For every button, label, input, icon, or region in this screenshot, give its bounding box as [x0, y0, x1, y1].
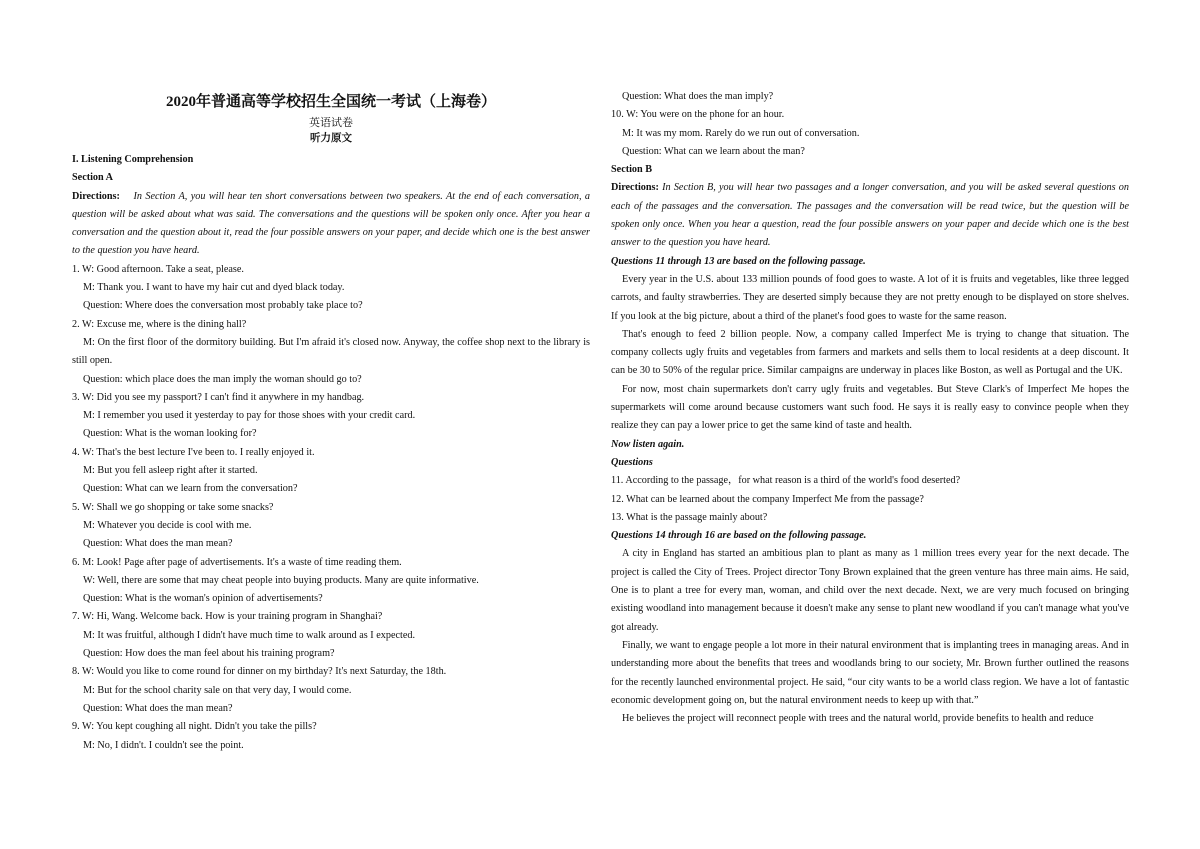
directions-label: Directions: [611, 182, 659, 194]
page-title: 2020年普通高等学校招生全国统一考试（上海卷） [165, 94, 496, 110]
passage-1 [611, 271, 1129, 436]
questions-list [611, 472, 1129, 527]
left-column [72, 92, 590, 755]
dialogue-line: Question: Where does the conversation most probably take place to? [83, 300, 363, 312]
dialogue-line: 5. W: Shall we go shopping or take some snacks? [72, 501, 274, 513]
passage-paragraph: Every year in the U.S. about 133 million pounds of food goes to waste. A lot of it is fruits and vegetables, like three legged carrots, and faulty strawberries. They are deserted simply because they are not pretty enough to be displayed on store shelves. If you look at the big picture, about a third of the planet's food goes to waste for the same reason. [611, 273, 1129, 322]
listen-again-label: Now listen again. [611, 438, 685, 450]
dialogue-line: Question: What can we learn from the conversation? [83, 483, 298, 495]
dialogue-line: M: Whatever you decide is cool with me. [83, 519, 252, 531]
questions-label: Questions [611, 456, 653, 468]
dialogue-line: 9. W: You kept coughing all night. Didn't you take the pills? [72, 721, 317, 733]
directions-label: Directions: [72, 190, 120, 202]
dialogue-line: M: It was my mom. Rarely do we run out of conversation. [622, 127, 860, 139]
page-subtitle: 英语试卷 [309, 117, 353, 129]
passage-paragraph: He believes the project will reconnect people with trees and the natural world, provide benefits to health and reduce [622, 713, 1094, 725]
dialogue-line: M: But you fell asleep right after it started. [83, 465, 258, 477]
question-item: 12. What can be learned about the company Imperfect Me from the passage? [611, 493, 924, 505]
dialogue-line: Question: which place does the man imply the woman should go to? [83, 373, 362, 385]
dialogue-line: M: It was fruitful, although I didn't have much time to walk around as I expected. [83, 629, 415, 641]
section-a-heading: Section A [72, 172, 114, 184]
dialogue-line: Question: What does the man imply? [622, 91, 774, 102]
dialogue-line: M: Thank you. I want to have my hair cut and dyed black today. [83, 282, 345, 294]
conversation-continued [611, 88, 1129, 161]
dialogue-line: Question: What does the man mean? [83, 538, 233, 550]
dialogue-line: Question: What does the man mean? [83, 702, 233, 714]
question-item: 13. What is the passage mainly about? [611, 511, 768, 523]
dialogue-line: M: On the first floor of the dormitory building. But I'm afraid it's closed now. Anyway, the coffee shop next to the library is still open. [72, 336, 590, 367]
dialogue-line: 2. W: Excuse me, where is the dining hall? [72, 318, 247, 330]
dialogue-line: Question: What is the woman looking for? [83, 428, 257, 440]
dialogue-line: 6. M: Look! Page after page of advertisements. It's a waste of time reading them. [72, 556, 402, 568]
dialogue-line: 3. W: Did you see my passport? I can't find it anywhere in my handbag. [72, 391, 365, 403]
dialogue-line: M: But for the school charity sale on that very day, I would come. [83, 684, 352, 696]
section-a-directions [72, 188, 590, 261]
passage-1-heading: Questions 11 through 13 are based on the following passage. [611, 255, 866, 267]
directions-text: In Section A, you will hear ten short conversations between two speakers. At the end of each conversation, a question will be asked about what was said. The conversations and the questions will be spoken only once. After you hear a conversation and the question about it, read the four possible answers on your paper, and decide which one is the best answer to the question you have heard. [72, 190, 590, 257]
passage-paragraph: Finally, we want to engage people a lot more in their natural environment that is implanting trees in managing areas. And in understanding more about the benefits that trees and woodlands bring to our society, Mr. Brown further outlined the reasons for the recently launched environmental project. He said, “our city wants to be a world class region. We have a lot of fantastic economic development going on, but the natural environment needs to keep up with that.” [611, 639, 1129, 706]
passage-paragraph: A city in England has started an ambitious plan to plant as many as 1 million trees every year for the next decade. The project is called the City of Trees. Project director Tony Brown explained that the green venture has three main aims. He said, One is to plant a tree for every man, woman, and child over the next decade. Next, we are very much focused on bringing existing woodland into management because it doesn't make any sense to plant new woodland if you can't manage what you've got already. [611, 548, 1129, 633]
dialogue-line: M: No, I didn't. I couldn't see the point. [83, 739, 244, 751]
page-subtitle-transcript: 听力原文 [310, 133, 352, 144]
dialogue-line: 10. W: You were on the phone for an hour. [611, 109, 785, 121]
dialogue-line: Question: What is the woman's opinion of advertisements? [83, 593, 323, 605]
dialogue-line: 1. W: Good afternoon. Take a seat, please. [72, 263, 244, 275]
dialogue-line: 7. W: Hi, Wang. Welcome back. How is your training program in Shanghai? [72, 611, 383, 623]
section-b-directions [611, 179, 1129, 252]
dialogue-line: M: I remember you used it yesterday to pay for those shoes with your credit card. [83, 410, 416, 422]
part-heading: I. Listening Comprehension [72, 154, 194, 165]
dialogue-line: 4. W: That's the best lecture I've been to. I really enjoyed it. [72, 446, 315, 458]
passage-2 [611, 545, 1129, 728]
dialogue-line: 8. W: Would you like to come round for dinner on my birthday? It's next Saturday, the 18th. [72, 666, 447, 678]
directions-text: In Section B, you will hear two passages and a longer conversation, and you will be asked several questions on each of the passages and the conversation. The passages and the conversation will be read twice, but the question will be spoken only once. When you hear a question, read the four possible answers on your paper and decide which one is the best answer to the question you have heard. [611, 182, 1129, 249]
passage-paragraph: For now, most chain supermarkets don't carry ugly fruits and vegetables. But Steve Clark's of Imperfect Me hopes the supermarkets will come around because customers want such food. He says it is really easy to convince people when they realize they can pay a lower price to get the same kind of taste and health. [611, 383, 1129, 432]
section-b-heading: Section B [611, 164, 653, 176]
dialogue-line: Question: How does the man feel about his training program? [83, 648, 335, 660]
dialogue-line: W: Well, there are some that may cheat people into buying products. Many are quite informative. [83, 574, 479, 586]
passage-paragraph: That's enough to feed 2 billion people. Now, a company called Imperfect Me is trying to change that situation. The company collects ugly fruits and vegetables from farmers and markets and sells them to local residents at a deep discount. It can be 30 to 50% of the regular price. Similar campaigns are underway in places like Boston, as well as Portugal and the UK. [611, 328, 1129, 377]
dialogue-line: Question: What can we learn about the man? [622, 145, 805, 157]
section-a-conversations [72, 261, 590, 755]
right-column [611, 88, 1129, 728]
passage-2-heading: Questions 14 through 16 are based on the following passage. [611, 530, 867, 542]
question-item: 11. According to the passage，for what reason is a third of the world's food deserted? [611, 475, 961, 487]
